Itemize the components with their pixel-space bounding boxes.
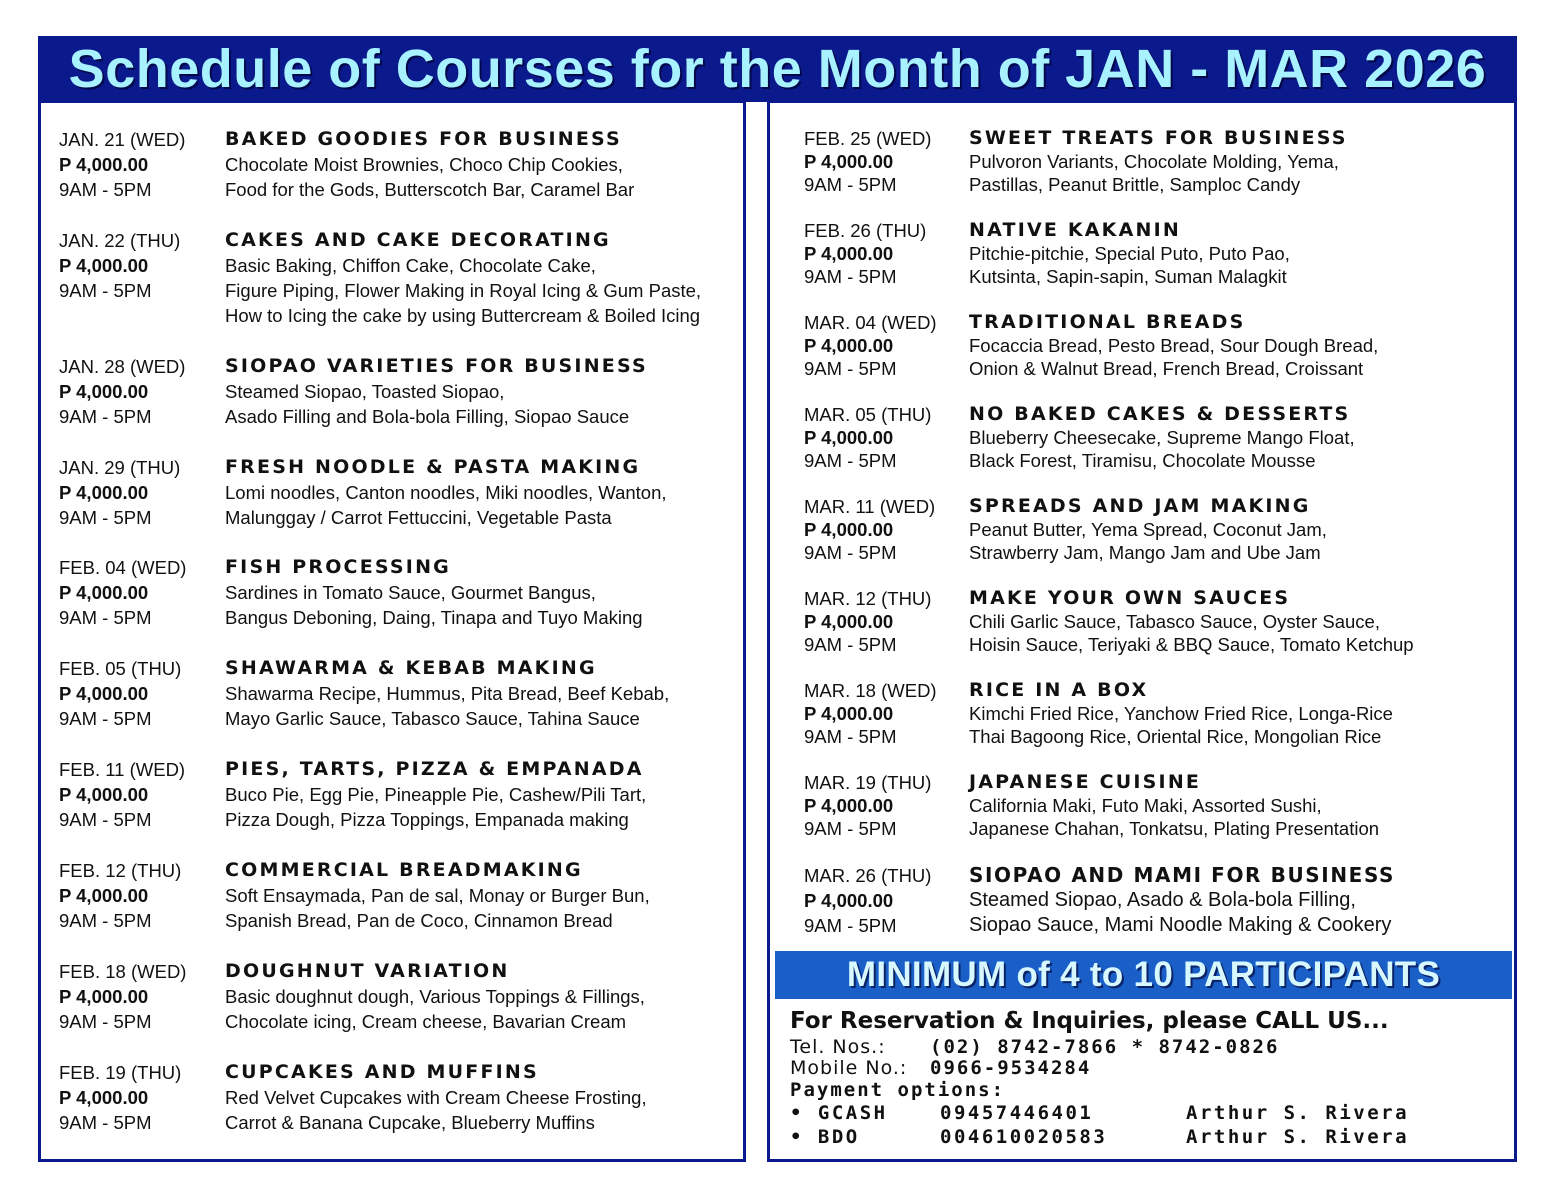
course-topic-line: Bangus Deboning, Daing, Tinapa and Tuyo Making [225,607,643,628]
course-meta [59,555,225,630]
course-entry [59,1060,647,1135]
course-price: P 4,000.00 [59,154,149,175]
course-date: FEB. 26 (THU) [804,220,927,241]
course-entry [59,757,646,832]
course-topic-line: Chocolate icing, Cream cheese, Bavarian Cream [225,1011,627,1032]
course-title: NATIVE KAKANIN [969,219,1181,241]
course-date: FEB. 19 (THU) [59,1062,182,1083]
course-entry [804,127,1348,196]
course-price: P 4,000.00 [804,519,894,540]
course-description [969,863,1395,938]
payment-account-owner: Arthur S. Rivera [1186,1102,1410,1124]
course-date: FEB. 05 (THU) [59,658,182,679]
course-entry [804,679,1393,748]
course-title: MAKE YOUR OWN SAUCES [969,587,1291,609]
course-time: 9AM - 5PM [59,1112,152,1133]
course-price: P 4,000.00 [59,885,149,906]
course-price: P 4,000.00 [59,582,149,603]
course-meta [59,228,225,328]
course-date: JAN. 21 (WED) [59,129,186,150]
course-topic-line: Red Velvet Cupcakes with Cream Cheese Frosting, [225,1087,647,1108]
course-description [225,455,667,530]
course-date: FEB. 04 (WED) [59,557,187,578]
course-price: P 4,000.00 [59,683,149,704]
course-date: JAN. 28 (WED) [59,356,186,377]
course-topic-line: Focaccia Bread, Pesto Bread, Sour Dough Bread, [969,335,1379,356]
course-entry [804,495,1327,564]
course-topic-line: Buco Pie, Egg Pie, Pineapple Pie, Cashew/Pili Tart, [225,784,647,805]
course-price: P 4,000.00 [804,611,894,632]
course-time: 9AM - 5PM [59,280,152,301]
course-time: 9AM - 5PM [59,607,152,628]
course-topic-line: Lomi noodles, Canton noodles, Miki noodles, Wanton, [225,482,667,503]
course-title: TRADITIONAL BREADS [969,311,1246,333]
course-meta [59,1060,225,1135]
course-date: MAR. 18 (WED) [804,680,937,701]
course-topic-line: Strawberry Jam, Mango Jam and Ube Jam [969,542,1321,563]
course-title: SHAWARMA & KEBAB MAKING [225,657,597,679]
minimum-participants-banner [775,951,1512,999]
course-topic-line: Black Forest, Tiramisu, Chocolate Mousse [969,450,1316,471]
course-title: FRESH NOODLE & PASTA MAKING [225,456,641,478]
course-topic-line: Mayo Garlic Sauce, Tabasco Sauce, Tahina Sauce [225,708,640,729]
course-date: JAN. 29 (THU) [59,457,181,478]
course-topic-line: Shawarma Recipe, Hummus, Pita Bread, Beef Kebab, [225,683,670,704]
right-schedule-panel [767,100,1517,1162]
course-price: P 4,000.00 [59,482,149,503]
course-meta [804,219,969,288]
course-entry [804,863,1395,938]
course-date: MAR. 19 (THU) [804,772,932,793]
course-meta [59,455,225,530]
payment-options-label: Payment options: [790,1079,1006,1101]
telephone-row [790,1037,1490,1058]
payment-option-gcash [790,1101,1490,1125]
course-meta [59,757,225,832]
course-meta [804,587,969,656]
course-topic-line: Hoisin Sauce, Teriyaki & BBQ Sauce, Tomato Ketchup [969,634,1414,655]
course-topic-line: Basic doughnut dough, Various Toppings & Fillings, [225,986,645,1007]
course-topic-line: Thai Bagoong Rice, Oriental Rice, Mongolian Rice [969,726,1382,747]
course-entry [804,219,1290,288]
course-title: SWEET TREATS FOR BUSINESS [969,127,1348,149]
course-price: P 4,000.00 [59,1087,149,1108]
course-topic-line: Blueberry Cheesecake, Supreme Mango Float, [969,427,1355,448]
course-time: 9AM - 5PM [59,507,152,528]
course-meta [804,771,969,840]
course-topic-line: Pizza Dough, Pizza Toppings, Empanada making [225,809,629,830]
course-topic-line: Pulvoron Variants, Chocolate Molding, Yema, [969,151,1339,172]
course-date: FEB. 18 (WED) [59,961,187,982]
course-topic-line: Food for the Gods, Butterscotch Bar, Caramel Bar [225,179,635,200]
course-time: 9AM - 5PM [804,915,897,936]
course-topic-line: Sardines in Tomato Sauce, Gourmet Bangus, [225,582,596,603]
course-price: P 4,000.00 [804,890,894,911]
course-description [225,228,701,328]
course-entry [59,127,634,202]
course-title: CAKES AND CAKE DECORATING [225,229,611,251]
course-description [225,959,645,1034]
course-price: P 4,000.00 [59,255,149,276]
course-entry [59,656,669,731]
course-title: SIOPAO VARIETIES FOR BUSINESS [225,355,648,377]
course-time: 9AM - 5PM [804,174,897,195]
course-description [225,858,650,933]
course-time: 9AM - 5PM [804,266,897,287]
course-meta [59,656,225,731]
course-date: MAR. 04 (WED) [804,312,937,333]
course-meta [804,495,969,564]
course-description [225,354,648,429]
payment-account-number: 09457446401 [940,1102,1094,1124]
course-description [969,311,1378,380]
payment-bank: • GCASH [790,1102,888,1124]
course-topic-line: How to Icing the cake by using Buttercream & Boiled Icing [225,305,701,326]
payment-option-bdo [790,1125,1490,1149]
course-description [225,757,646,832]
course-topic-line: Figure Piping, Flower Making in Royal Icing & Gum Paste, [225,280,702,301]
course-description [969,127,1348,196]
minimum-participants-text: MINIMUM of 4 to 10 PARTICIPANTS [846,955,1441,994]
course-entry [59,959,645,1034]
course-price: P 4,000.00 [804,427,894,448]
course-description [225,1060,647,1135]
course-entry [804,311,1378,380]
course-description [969,495,1327,564]
course-entry [804,587,1414,656]
course-time: 9AM - 5PM [59,1011,152,1032]
course-topic-line: Kimchi Fried Rice, Yanchow Fried Rice, Longa-Rice [969,703,1393,724]
course-entry [59,228,701,328]
course-price: P 4,000.00 [59,381,149,402]
course-entry [59,555,643,630]
course-meta [59,858,225,933]
course-price: P 4,000.00 [59,784,149,805]
call-us-heading: For Reservation & Inquiries, please CALL US... [790,1008,1389,1034]
course-price: P 4,000.00 [804,795,894,816]
course-title: CUPCAKES AND MUFFINS [225,1061,539,1083]
course-title: FISH PROCESSING [225,556,451,578]
course-date: MAR. 11 (WED) [804,496,936,517]
course-topic-line: California Maki, Futo Maki, Assorted Sushi, [969,795,1322,816]
course-title: SPREADS AND JAM MAKING [969,495,1311,517]
course-description [969,587,1414,656]
page-title: Schedule of Courses for the Month of JAN - MAR 2026 [68,39,1487,99]
course-title: PIES, TARTS, PIZZA & EMPANADA [225,758,644,780]
course-meta [59,959,225,1034]
course-price: P 4,000.00 [804,335,894,356]
course-price: P 4,000.00 [804,151,894,172]
course-time: 9AM - 5PM [804,542,897,563]
course-date: MAR. 26 (THU) [804,865,932,886]
course-title: NO BAKED CAKES & DESSERTS [969,403,1351,425]
course-date: MAR. 12 (THU) [804,588,932,609]
course-topic-line: Basic Baking, Chiffon Cake, Chocolate Cake, [225,255,596,276]
course-topic-line: Chili Garlic Sauce, Tabasco Sauce, Oyster Sauce, [969,611,1380,632]
course-meta [59,127,225,202]
course-price: P 4,000.00 [804,243,894,264]
course-time: 9AM - 5PM [804,818,897,839]
tel-value: (02) 8742-7866 * 8742-0826 [930,1036,1280,1058]
mobile-row [790,1058,1490,1079]
payment-bank: • BDO [790,1126,860,1148]
course-title: RICE IN A BOX [969,679,1149,701]
course-topic-line: Asado Filling and Bola-bola Filling, Siopao Sauce [225,406,630,427]
course-time: 9AM - 5PM [59,406,152,427]
course-meta [59,354,225,429]
course-entry [59,858,650,933]
course-description [225,127,634,202]
course-meta [804,311,969,380]
payment-account-owner: Arthur S. Rivera [1186,1126,1410,1148]
course-description [969,403,1355,472]
tel-label: Tel. Nos.: [790,1036,886,1058]
course-topic-line: Soft Ensaymada, Pan de sal, Monay or Burger Bun, [225,885,650,906]
course-topic-line: Steamed Siopao, Toasted Siopao, [225,381,505,402]
course-topic-line: Steamed Siopao, Asado & Bola-bola Filling, [969,889,1356,911]
course-entry [59,354,648,429]
course-date: FEB. 25 (WED) [804,128,932,149]
course-description [969,679,1393,748]
header-banner [38,36,1517,102]
course-time: 9AM - 5PM [804,450,897,471]
course-date: FEB. 12 (THU) [59,860,182,881]
course-date: JAN. 22 (THU) [59,230,181,251]
course-entry [59,455,667,530]
course-time: 9AM - 5PM [59,809,152,830]
course-meta [804,679,969,748]
mobile-label: Mobile No.: [790,1057,908,1079]
course-time: 9AM - 5PM [804,726,897,747]
course-time: 9AM - 5PM [59,179,152,200]
course-topic-line: Pitchie-pitchie, Special Puto, Puto Pao, [969,243,1290,264]
course-description [969,219,1290,288]
course-title: JAPANESE CUISINE [969,771,1202,793]
course-topic-line: Kutsinta, Sapin-sapin, Suman Malagkit [969,266,1287,287]
course-meta [804,863,969,938]
course-date: MAR. 05 (THU) [804,404,932,425]
course-price: P 4,000.00 [59,986,149,1007]
course-topic-line: Siopao Sauce, Mami Noodle Making & Cookery [969,914,1392,936]
mobile-value: 0966-9534284 [930,1057,1092,1079]
course-title: DOUGHNUT VARIATION [225,960,510,982]
course-title: SIOPAO AND MAMI FOR BUSINESS [969,863,1396,887]
course-time: 9AM - 5PM [804,634,897,655]
left-schedule-panel [38,100,746,1162]
course-description [225,656,669,731]
course-topic-line: Malunggay / Carrot Fettuccini, Vegetable Pasta [225,507,612,528]
course-title: COMMERCIAL BREADMAKING [225,859,583,881]
course-description [969,771,1379,840]
course-time: 9AM - 5PM [804,358,897,379]
course-meta [804,403,969,472]
course-time: 9AM - 5PM [59,910,152,931]
course-description [225,555,643,630]
course-topic-line: Japanese Chahan, Tonkatsu, Plating Presentation [969,818,1380,839]
course-topic-line: Spanish Bread, Pan de Coco, Cinnamon Bread [225,910,613,931]
course-topic-line: Pastillas, Peanut Brittle, Samploc Candy [969,174,1301,195]
course-topic-line: Peanut Butter, Yema Spread, Coconut Jam, [969,519,1327,540]
course-entry [804,403,1355,472]
course-price: P 4,000.00 [804,703,894,724]
course-topic-line: Onion & Walnut Bread, French Bread, Croissant [969,358,1364,379]
course-meta [804,127,969,196]
course-topic-line: Carrot & Banana Cupcake, Blueberry Muffins [225,1112,595,1133]
course-time: 9AM - 5PM [59,708,152,729]
course-date: FEB. 11 (WED) [59,759,186,780]
course-entry [804,771,1379,840]
course-topic-line: Chocolate Moist Brownies, Choco Chip Cookies, [225,154,623,175]
contact-info [790,1005,1490,1149]
payment-account-number: 004610020583 [940,1126,1108,1148]
course-title: BAKED GOODIES FOR BUSINESS [225,128,622,150]
